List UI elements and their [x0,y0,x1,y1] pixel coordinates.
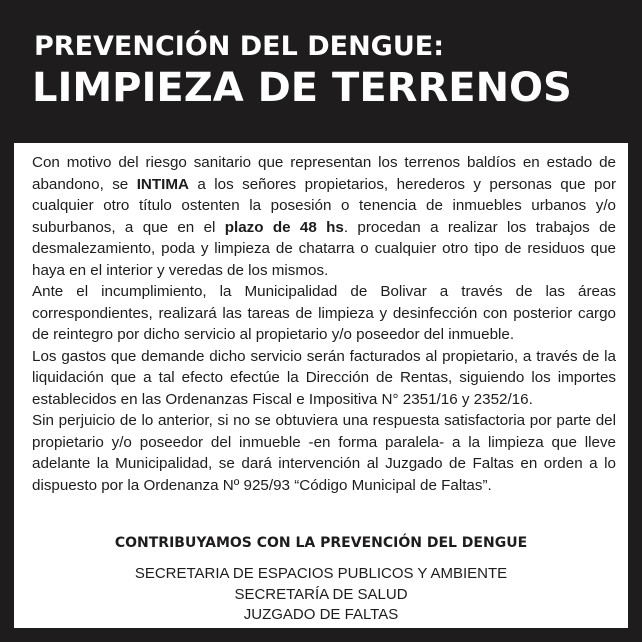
signers-block [14,564,628,626]
title-line-2: LIMPIEZA DE TERRENOS [32,65,572,111]
slogan: CONTRIBUYAMOS CON LA PREVENCIÓN DEL DENGUE [114,535,528,551]
p1-text-a: Con motivo del riesgo sanitario que representan los terrenos baldíos en estado de abandono, se [32,154,616,193]
signer-salud: SECRETARÍA DE SALUD [234,585,408,603]
notice-body-panel [14,143,628,628]
title-line-1: PREVENCIÓN DEL DENGUE: [34,31,445,62]
p1-emphasis-deadline: plazo de 48 hs [224,218,344,236]
signer-espacios-publicos: SECRETARIA DE ESPACIOS PUBLICOS Y AMBIENTE [134,565,508,582]
paragraph-noncompliance: Ante el incumplimiento, la Municipalidad de Bolivar a través de las áreas correspondientes, realizará las tareas de limpieza y desinfección con posterior cargo de reintegro por dicho servicio al propietario y/o poseedor del inmueble. [32,283,616,343]
p1-emphasis-intima: INTIMA [136,175,189,193]
header-banner [0,0,642,143]
p1-text-e: . procedan a realizar los trabajos de desmalezamiento, poda y limpieza de chatarra o cualquier otro tipo de residuos que haya en el interior y veredas de los mismos. [32,218,616,279]
p1-text-c: a los señores propietarios, herederos y personas que por cualquier otro título ostenten la posesión o tenencia de inmuebles urbanos y/o suburbanos, a que en el [32,175,616,236]
signer-juzgado: JUZGADO DE FALTAS [243,606,399,623]
paragraph-costs: Los gastos que demande dicho servicio serán facturados al propietario, a través de la liquidación que a tal efecto efectúe la Dirección de Rentas, siguiendo los importes establecidos en las Ordenanzas Fiscal e Impositiva N° 2351/16 y 2352/16. [32,347,616,408]
notice-text [32,152,616,496]
paragraph-intimation [32,152,616,281]
paragraph-court: Sin perjuicio de lo anterior, si no se obtuviera una respuesta satisfactoria por parte del propietario y/o poseedor del inmueble -en forma paralela- a la limpieza que lleve adelante la Municipalidad, se dará intervención al Juzgado de Faltas en orden a lo dispuesto por la Ordenanza Nº 925/93 “Código Municipal de Faltas”. [32,412,616,494]
